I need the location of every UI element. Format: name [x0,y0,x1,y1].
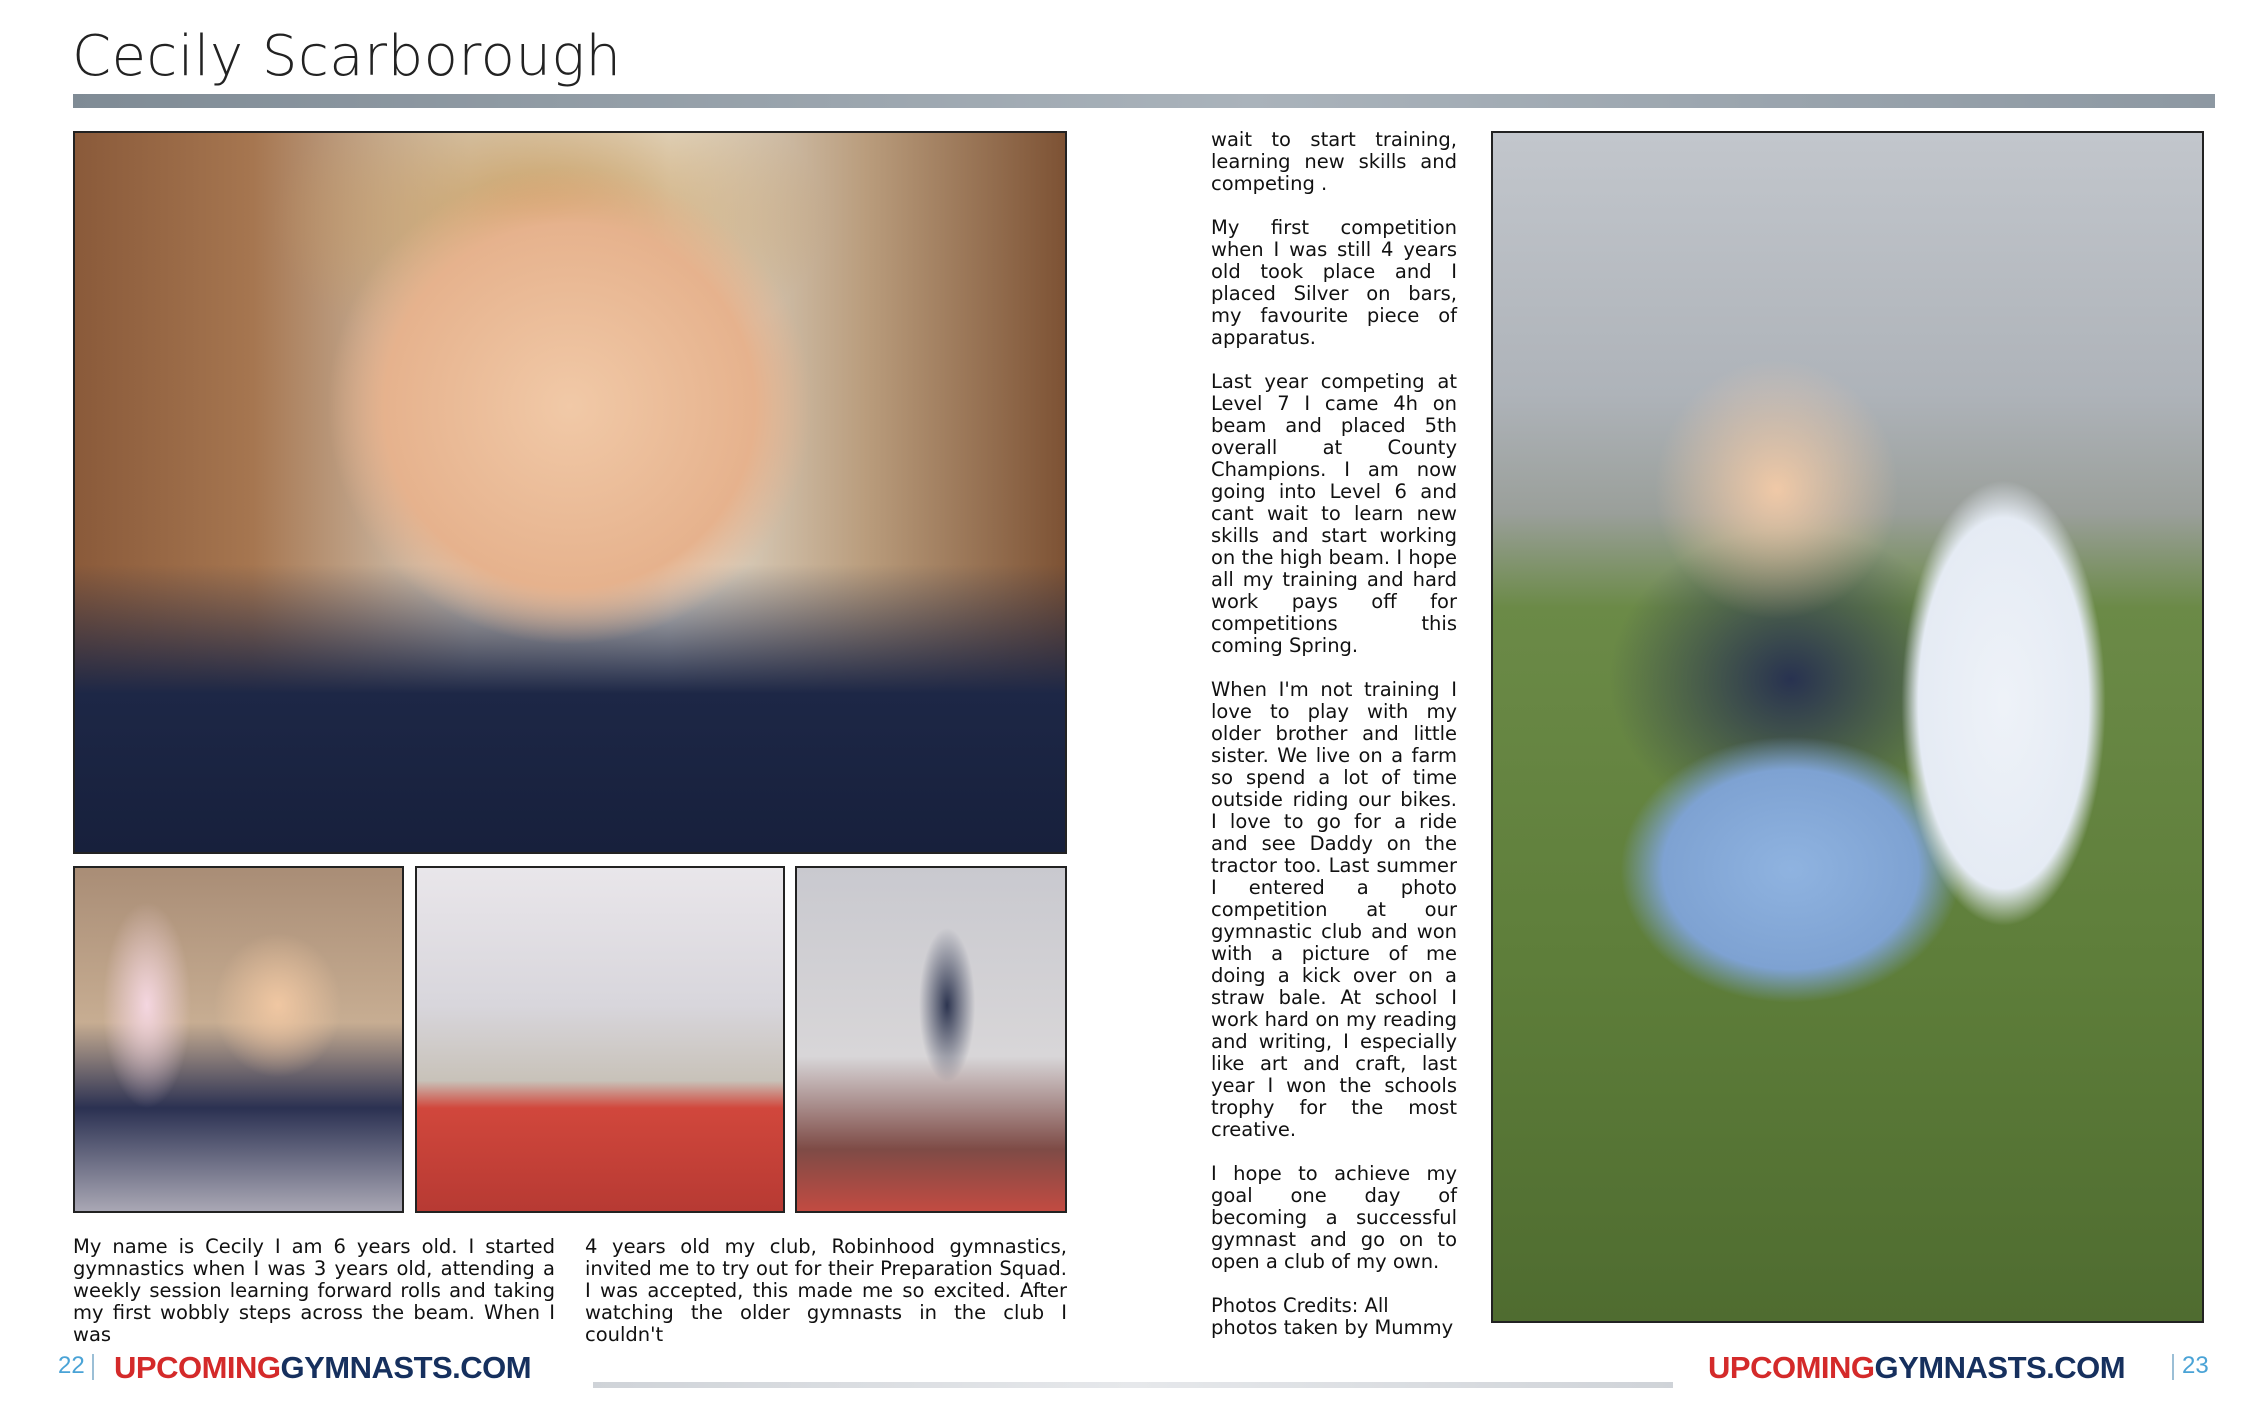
paragraph: My first competition when I was still 4 years old took place and I placed Silver on bars, my favourite piece of apparatus. [1211,216,1457,349]
small-photo [795,866,1067,1213]
brand-logo-right [1708,1350,2125,1386]
brand-red-text: UPCOMING [114,1350,281,1385]
footer-divider [92,1354,94,1380]
medals-photo [75,133,1065,852]
photo-credits: Photos Credits: All photos taken by Mummy [1211,1294,1454,1339]
page-spine [593,1382,1673,1388]
small-photo [415,866,785,1213]
right-photo [1491,131,2204,1323]
body-column-1 [73,1236,555,1368]
page-number-right: 23 [2182,1352,2209,1379]
small-photo [73,866,404,1213]
paragraph: I hope to achieve my goal one day of becoming a successful gymnast and go on to open a club of my own. [1211,1162,1457,1273]
page-title: Cecily Scarborough [72,24,622,89]
brand-navy-text: GYMNASTS.COM [1874,1350,2126,1385]
podium-photo [797,868,1065,1211]
award-photo [1493,133,2202,1321]
footer-divider [2172,1354,2174,1380]
brand-navy-text: GYMNASTS.COM [280,1350,532,1385]
paragraph: My name is Cecily I am 6 years old. I started gymnastics when I was 3 years old, attending a weekly session learning forward rolls and taking my first wobbly steps across the beam. When I was [73,1235,555,1346]
paragraph: When I'm not training I love to play with my older brother and little sister. We live on a farm so spend a lot of time outside riding our bikes. I love to go for a ride and see Daddy on the tractor too. Last summer I entered a photo competition at our gymnastic club and won with a picture of me doing a kick over on a straw bale. At school I work hard on my reading and writing, I especially like art and craft, last year I won the schools trophy for the most creative. [1211,678,1457,1141]
birthday-photo [75,868,402,1211]
page-number-left: 22 [58,1352,85,1379]
title-divider [73,94,2215,108]
paragraph: 4 years old my club, Robinhood gymnastics, invited me to try out for their Preparation Squad. I was accepted, this made me so excited. After watching the older gymnasts in the club I couldn't [585,1235,1067,1346]
paragraph: Last year competing at Level 7 I came 4h on beam and placed 5th overall at County Champions. I am now going into Level 6 and cant wait to learn new skills and start working on the high beam. I hope all my training and hard work pays off for competitions this coming Spring. [1211,370,1457,657]
brand-red-text: UPCOMING [1708,1350,1875,1385]
main-photo [73,131,1067,854]
bars-photo [417,868,783,1211]
brand-logo-left [114,1350,531,1386]
body-column-3 [1211,129,1457,1361]
body-column-2 [585,1236,1067,1368]
paragraph: wait to start training, learning new skills and competing . [1211,128,1457,195]
